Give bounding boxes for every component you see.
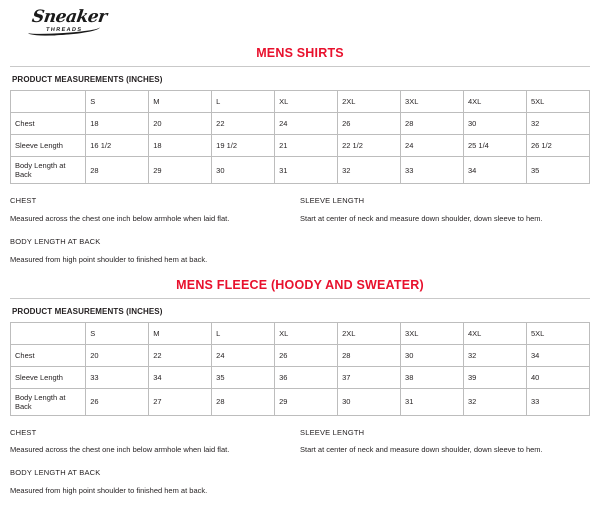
cell: 34 [463, 157, 526, 184]
divider [10, 66, 590, 67]
note-body-chest: Measured across the chest one inch below armhole when laid flat. [10, 445, 260, 456]
cell: 16 1/2 [86, 135, 149, 157]
note-heading-chest: CHEST [10, 428, 286, 439]
cell: 33 [401, 157, 464, 184]
col-header-5xl: 5XL [526, 91, 589, 113]
cell: 20 [86, 344, 149, 366]
col-header-3xl: 3XL [401, 91, 464, 113]
table-row [11, 366, 590, 388]
col-header-xl: XL [275, 91, 338, 113]
table-row [11, 135, 590, 157]
cell: 22 1/2 [338, 135, 401, 157]
cell: 35 [526, 157, 589, 184]
col-header-4xl: 4XL [463, 91, 526, 113]
cell: 24 [212, 344, 275, 366]
row-label: Sleeve Length [11, 366, 86, 388]
size-table-shirts [10, 90, 590, 184]
cell: 26 [275, 344, 338, 366]
col-header-s: S [86, 91, 149, 113]
note-heading-body-length: BODY LENGTH AT BACK [10, 237, 286, 248]
cell: 39 [463, 366, 526, 388]
col-header-3xl: 3XL [401, 322, 464, 344]
col-header-2xl: 2XL [338, 322, 401, 344]
notes-shirts [10, 196, 590, 278]
notes-column-right [300, 196, 590, 278]
table-row [11, 113, 590, 135]
col-header-l: L [212, 322, 275, 344]
product-measurements-label: PRODUCT MEASUREMENTS (INCHES) [12, 307, 590, 316]
cell: 21 [275, 135, 338, 157]
cell: 34 [149, 366, 212, 388]
note-heading-body-length: BODY LENGTH AT BACK [10, 468, 286, 479]
cell: 29 [275, 388, 338, 415]
section-title: MENS FLEECE (HOODY AND SWEATER) [10, 278, 590, 292]
col-header-m: M [149, 322, 212, 344]
table-row [11, 388, 590, 415]
product-measurements-label: PRODUCT MEASUREMENTS (INCHES) [12, 75, 590, 84]
logo-mark [26, 8, 104, 38]
notes-column-left [10, 428, 300, 509]
cell: 18 [86, 113, 149, 135]
row-label: Body Length at Back [11, 157, 86, 184]
cell: 26 [86, 388, 149, 415]
col-header-5xl: 5XL [526, 322, 589, 344]
section-mens-shirts [8, 46, 592, 278]
section-title: MENS SHIRTS [10, 46, 590, 60]
cell: 32 [463, 344, 526, 366]
note-body-sleeve-length: Start at center of neck and measure down shoulder, down sleeve to hem. [300, 445, 550, 456]
note-body-sleeve-length: Start at center of neck and measure down shoulder, down sleeve to hem. [300, 214, 550, 225]
cell: 28 [338, 344, 401, 366]
cell: 30 [463, 113, 526, 135]
cell: 36 [275, 366, 338, 388]
note-heading-sleeve-length: SLEEVE LENGTH [300, 196, 576, 207]
cell: 26 [338, 113, 401, 135]
cell: 40 [526, 366, 589, 388]
col-header-l: L [212, 91, 275, 113]
col-header-4xl: 4XL [463, 322, 526, 344]
cell: 29 [149, 157, 212, 184]
cell: 38 [401, 366, 464, 388]
cell: 33 [526, 388, 589, 415]
table-header-row [11, 322, 590, 344]
row-label: Chest [11, 113, 86, 135]
section-mens-fleece [8, 278, 592, 509]
cell: 22 [212, 113, 275, 135]
cell: 35 [212, 366, 275, 388]
cell: 19 1/2 [212, 135, 275, 157]
cell: 37 [338, 366, 401, 388]
cell: 31 [275, 157, 338, 184]
note-body-chest: Measured across the chest one inch below armhole when laid flat. [10, 214, 260, 225]
row-label: Sleeve Length [11, 135, 86, 157]
row-label: Chest [11, 344, 86, 366]
col-header-m: M [149, 91, 212, 113]
cell: 30 [338, 388, 401, 415]
note-heading-sleeve-length: SLEEVE LENGTH [300, 428, 576, 439]
cell: 28 [401, 113, 464, 135]
cell: 24 [401, 135, 464, 157]
table-row [11, 344, 590, 366]
cell: 32 [338, 157, 401, 184]
row-label: Body Length at Back [11, 388, 86, 415]
cell: 20 [149, 113, 212, 135]
notes-fleece [10, 428, 590, 509]
col-header-blank [11, 91, 86, 113]
cell: 25 1/4 [463, 135, 526, 157]
cell: 27 [149, 388, 212, 415]
logo-subtitle-text: THREADS [46, 27, 83, 33]
cell: 28 [212, 388, 275, 415]
table-row [11, 157, 590, 184]
divider [10, 298, 590, 299]
cell: 34 [526, 344, 589, 366]
cell: 24 [275, 113, 338, 135]
cell: 30 [212, 157, 275, 184]
cell: 30 [401, 344, 464, 366]
note-body-body-length: Measured from high point shoulder to finished hem at back. [10, 255, 260, 266]
notes-column-right [300, 428, 590, 509]
cell: 26 1/2 [526, 135, 589, 157]
cell: 28 [86, 157, 149, 184]
size-table-fleece [10, 322, 590, 416]
notes-column-left [10, 196, 300, 278]
note-body-body-length: Measured from high point shoulder to finished hem at back. [10, 486, 260, 497]
col-header-s: S [86, 322, 149, 344]
cell: 32 [463, 388, 526, 415]
table-header-row [11, 91, 590, 113]
cell: 32 [526, 113, 589, 135]
note-heading-chest: CHEST [10, 196, 286, 207]
cell: 33 [86, 366, 149, 388]
cell: 31 [401, 388, 464, 415]
col-header-xl: XL [275, 322, 338, 344]
col-header-blank [11, 322, 86, 344]
cell: 22 [149, 344, 212, 366]
col-header-2xl: 2XL [338, 91, 401, 113]
brand-logo [8, 0, 592, 46]
logo-script-text: Sneaker [31, 9, 108, 26]
cell: 18 [149, 135, 212, 157]
